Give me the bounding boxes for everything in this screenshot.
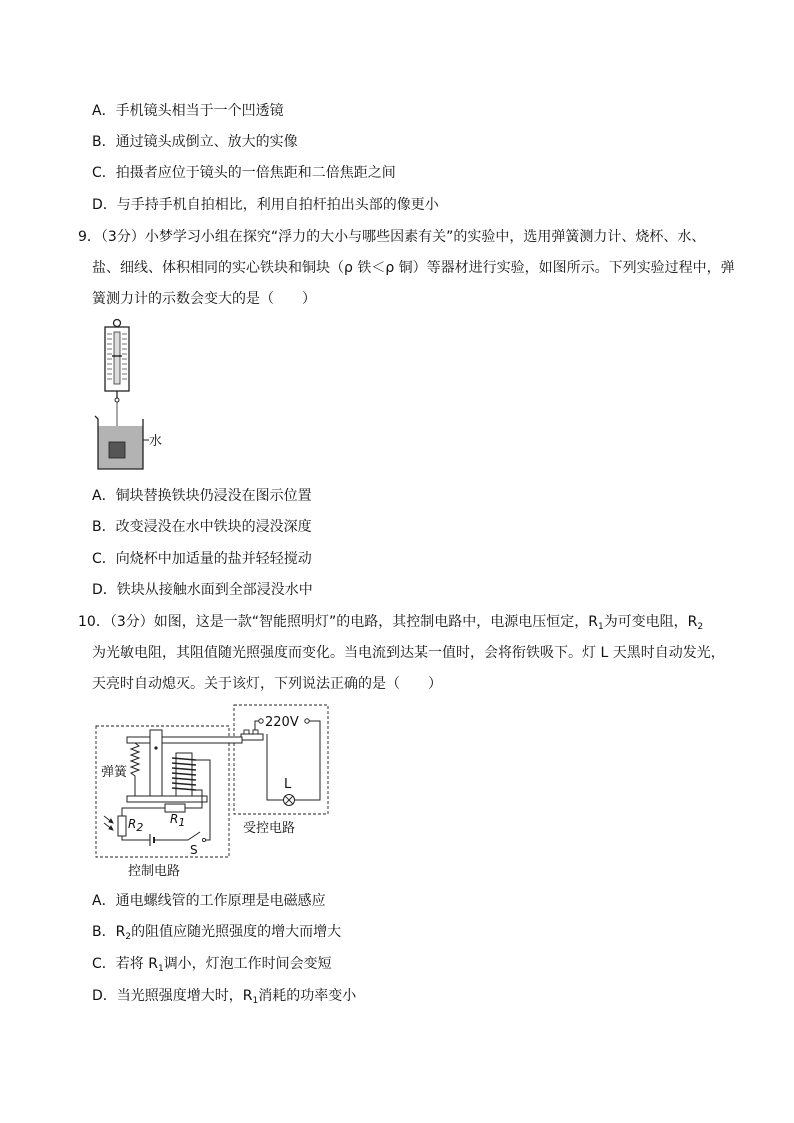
q8-option-b: B．通过镜头成倒立、放大的实像 (92, 134, 298, 150)
controlled-wire-right (293, 721, 320, 800)
q10-stem-line-1: 10．（3分）如图，这是一款“智能照明灯”的电路，其控制电路中，电源电压恒定，$R_1$为可变电阻，$R_2$ (78, 614, 704, 632)
scale-hook-ring (114, 320, 121, 327)
q9-stem-line-2: 盐、细线、体积相同的实心铁块和铜块（ρ 铁＜ρ 铜）等器材进行实验，如图所示。下列实验过程中，弹 (92, 260, 735, 276)
spring-icon (131, 743, 139, 800)
wire-r1-r2 (122, 808, 165, 816)
coil-wire-top (196, 760, 210, 828)
r1-label: R1 (170, 812, 186, 829)
q8-option-a: A．手机镜头相当于一个凹透镜 (92, 103, 284, 119)
control-circuit-label: 控制电路 (128, 864, 181, 879)
armature-lever (127, 737, 242, 743)
voltage-label: 220V (265, 715, 299, 730)
q10-circuit-figure (92, 704, 332, 882)
switch-contact (202, 838, 205, 841)
controlled-circuit-label: 受控电路 (243, 821, 296, 836)
scale-lower-hook (115, 398, 119, 402)
q9-stem-line-3: 簧测力计的示数会变大的是（ ） (92, 291, 316, 307)
r1-resistor (165, 804, 185, 812)
relay-contact-upper (241, 734, 263, 740)
r2-label: R2 (128, 817, 144, 834)
q9-option-c: C．向烧杯中加适量的盐并轻轻搅动 (92, 551, 312, 567)
r2-photoresistor (118, 816, 126, 836)
relay-contact-small (244, 730, 249, 734)
q8-option-c: C．拍摄者应位于镜头的一倍焦距和二倍焦距之间 (92, 165, 396, 181)
switch-blade (188, 832, 200, 840)
pivot (154, 746, 157, 749)
scale-slot (114, 332, 120, 384)
light-arrows-icon (104, 816, 113, 830)
switch-label: S (190, 843, 198, 857)
q9-option-b: B．改变浸没在水中铁块的浸没深度 (92, 519, 312, 535)
wire-switch-coil (206, 828, 210, 840)
controlled-wire-bottom (267, 734, 284, 800)
q10-option-c: C．若将 $R_1$调小，灯泡工作时间会变短 (92, 956, 332, 974)
water-label: 水 (149, 434, 163, 449)
relay-contact-small-2 (253, 730, 258, 734)
q10-option-d: D．当光照强度增大时，$R_1$消耗的功率变小 (92, 988, 357, 1006)
q9-spring-scale-figure (90, 318, 170, 476)
terminal-right (305, 719, 309, 723)
q10-stem-line-3: 天亮时自动熄灭。关于该灯，下列说法正确的是（ ） (92, 676, 442, 692)
lamp-label: L (284, 777, 292, 792)
spring-label: 弹簧 (101, 765, 128, 780)
iron-block (109, 442, 125, 458)
q9-option-a: A．铜块替换铁块仍浸没在图示位置 (92, 488, 312, 504)
q8-option-d: D．与手持手机自拍相比，利用自拍杆拍出头部的像更小 (92, 197, 439, 213)
wire-r2-battery (122, 836, 150, 840)
pivot-post (150, 730, 162, 800)
q10-stem-line-2: 为光敏电阻，其阻值随光照强度而变化。当电流到达某一值时，会将衔铁吸下。灯 L 天黑时自动发光， (92, 645, 725, 661)
base-plate (127, 796, 207, 802)
q9-option-d: D．铁块从接触水面到全部浸没水中 (92, 582, 313, 598)
terminal-left (259, 719, 263, 723)
q10-option-b: B．$R_2$的阻值应随光照强度的增大而增大 (92, 924, 342, 942)
q9-stem-line-1: 9．（3分）小梦学习小组在探究“浮力的大小与哪些因素有关”的实验中，选用弹簧测力计、烧杯、水、 (78, 229, 706, 245)
q10-option-a: A．通电螺线管的工作原理是电磁感应 (92, 893, 326, 909)
